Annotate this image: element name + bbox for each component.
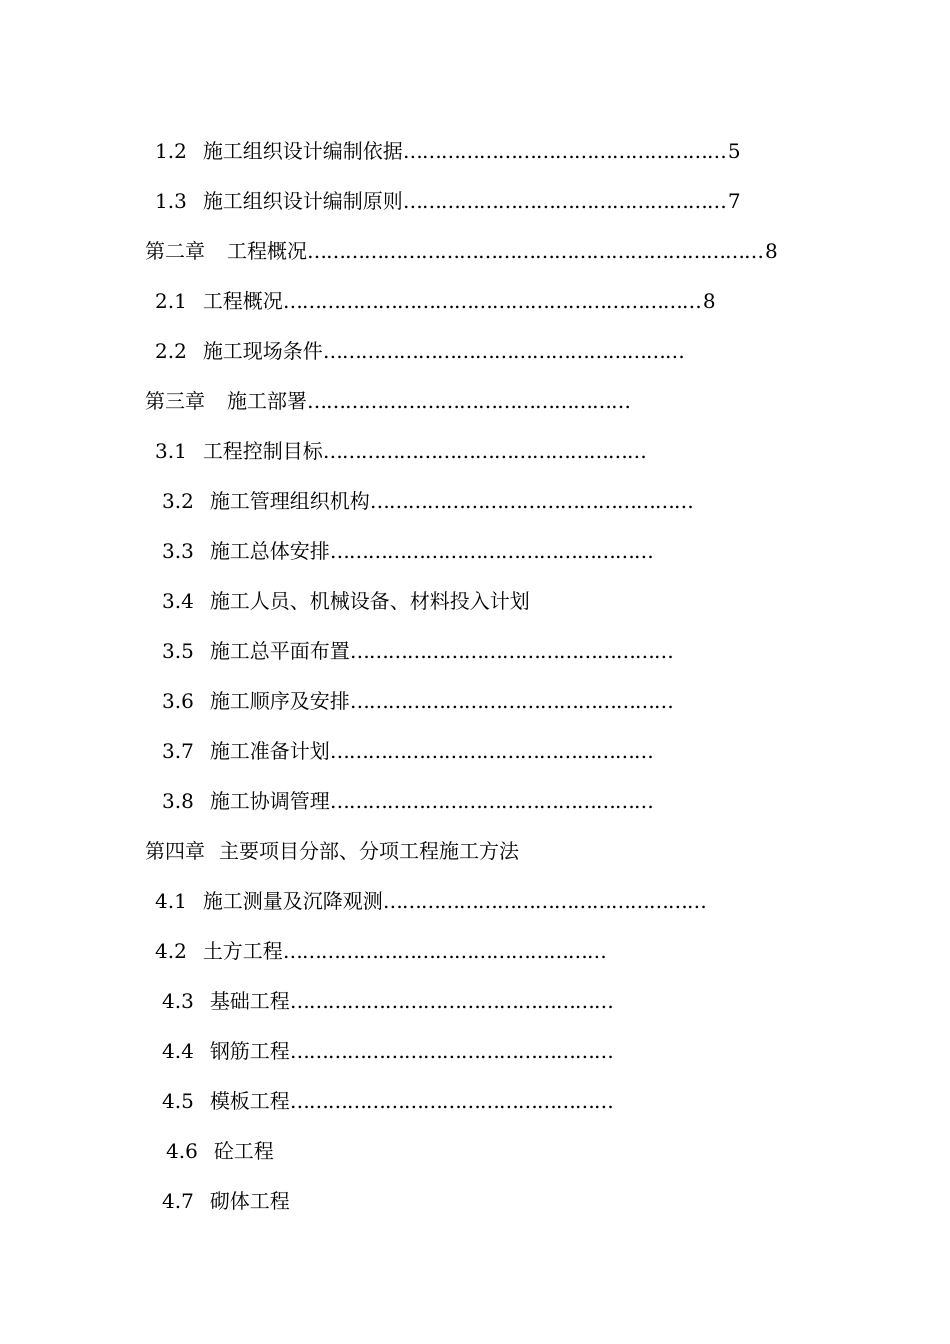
toc-title: 主要项目分部、分项工程施工方法 <box>219 839 519 863</box>
toc-leader: …………………………………………… <box>402 139 726 163</box>
toc-entry <box>0 876 950 926</box>
toc-page-number: 7 <box>727 189 741 213</box>
toc-chapter-number: 第四章 <box>145 839 205 863</box>
toc-entry <box>0 926 950 976</box>
toc-entry <box>0 276 950 326</box>
toc-number: 1.3 <box>155 189 187 213</box>
toc-title: 工程概况 <box>227 239 307 263</box>
toc-leader: …………………………………………… <box>289 1039 613 1063</box>
toc-number: 3.1 <box>155 439 187 463</box>
table-of-contents <box>0 126 950 1226</box>
toc-title: 施工部署 <box>227 389 307 413</box>
toc-number: 4.4 <box>162 1039 194 1063</box>
toc-entry <box>0 476 950 526</box>
toc-chapter <box>0 376 950 426</box>
toc-leader: …………………………………………… <box>289 1089 613 1113</box>
toc-number: 4.1 <box>155 889 187 913</box>
toc-title: 土方工程 <box>202 939 283 963</box>
toc-number: 2.1 <box>155 289 187 313</box>
toc-entry <box>0 976 950 1026</box>
toc-entry <box>0 176 950 226</box>
toc-leader: …………………………………………… <box>322 439 646 463</box>
toc-leader: …………………………………………… <box>349 639 673 663</box>
toc-chapter <box>0 226 950 276</box>
toc-title: 施工总平面布置 <box>209 639 350 663</box>
toc-title: 施工协调管理 <box>209 789 330 813</box>
toc-chapter-number: 第三章 <box>145 389 205 413</box>
toc-title: 施工组织设计编制依据 <box>202 139 403 163</box>
toc-entry <box>0 776 950 826</box>
toc-title: 施工顺序及安排 <box>209 689 350 713</box>
toc-number: 3.5 <box>162 639 194 663</box>
toc-number: 3.4 <box>162 589 194 613</box>
toc-title: 工程概况 <box>202 289 283 313</box>
toc-title: 施工组织设计编制原则 <box>202 189 403 213</box>
toc-leader: …………………………………………… <box>307 389 630 413</box>
toc-title: 钢筋工程 <box>209 1039 290 1063</box>
toc-entry <box>0 526 950 576</box>
toc-leader: ………………………………………………………… <box>282 289 701 313</box>
toc-number: 4.6 <box>166 1139 198 1163</box>
toc-entry <box>0 426 950 476</box>
toc-page-number: 5 <box>727 139 741 163</box>
toc-number: 4.2 <box>155 939 187 963</box>
toc-leader: …………………………………………… <box>369 489 693 513</box>
toc-number: 4.7 <box>162 1189 194 1213</box>
toc-leader: ………………………………………………… <box>322 339 684 363</box>
toc-title: 施工人员、机械设备、材料投入计划 <box>209 589 530 613</box>
toc-entry <box>0 1026 950 1076</box>
toc-leader: …………………………………………… <box>349 689 673 713</box>
toc-entry <box>0 726 950 776</box>
toc-title: 施工总体安排 <box>209 539 330 563</box>
toc-leader: …………………………………………… <box>329 539 653 563</box>
toc-title: 工程控制目标 <box>202 439 323 463</box>
toc-number: 4.5 <box>162 1089 194 1113</box>
toc-title: 基础工程 <box>209 989 290 1013</box>
toc-leader: …………………………………………… <box>382 889 706 913</box>
toc-entry <box>0 1176 950 1226</box>
toc-leader: ……………………………………………………………… <box>307 239 763 263</box>
toc-page-number: 8 <box>702 289 716 313</box>
toc-number: 1.2 <box>155 139 187 163</box>
toc-entry <box>0 1076 950 1126</box>
toc-entry <box>0 576 950 626</box>
toc-title: 模板工程 <box>209 1089 290 1113</box>
toc-title: 砌体工程 <box>209 1189 290 1213</box>
toc-number: 3.2 <box>162 489 194 513</box>
toc-number: 3.7 <box>162 739 194 763</box>
toc-page-number: 8 <box>765 239 778 263</box>
toc-title: 砼工程 <box>213 1139 274 1163</box>
toc-number: 2.2 <box>155 339 187 363</box>
toc-leader: …………………………………………… <box>289 989 613 1013</box>
toc-entry <box>0 626 950 676</box>
toc-leader: …………………………………………… <box>329 789 653 813</box>
toc-number: 3.8 <box>162 789 194 813</box>
toc-title: 施工准备计划 <box>209 739 330 763</box>
toc-chapter-number: 第二章 <box>145 239 205 263</box>
toc-title: 施工现场条件 <box>202 339 323 363</box>
toc-number: 3.3 <box>162 539 194 563</box>
toc-leader: …………………………………………… <box>329 739 653 763</box>
toc-entry <box>0 1126 950 1176</box>
toc-chapter <box>0 826 950 876</box>
toc-leader: …………………………………………… <box>402 189 726 213</box>
toc-entry <box>0 676 950 726</box>
toc-title: 施工测量及沉降观测 <box>202 889 383 913</box>
toc-entry <box>0 126 950 176</box>
toc-leader: …………………………………………… <box>282 939 606 963</box>
toc-number: 3.6 <box>162 689 194 713</box>
toc-number: 4.3 <box>162 989 194 1013</box>
toc-title: 施工管理组织机构 <box>209 489 370 513</box>
toc-entry <box>0 326 950 376</box>
